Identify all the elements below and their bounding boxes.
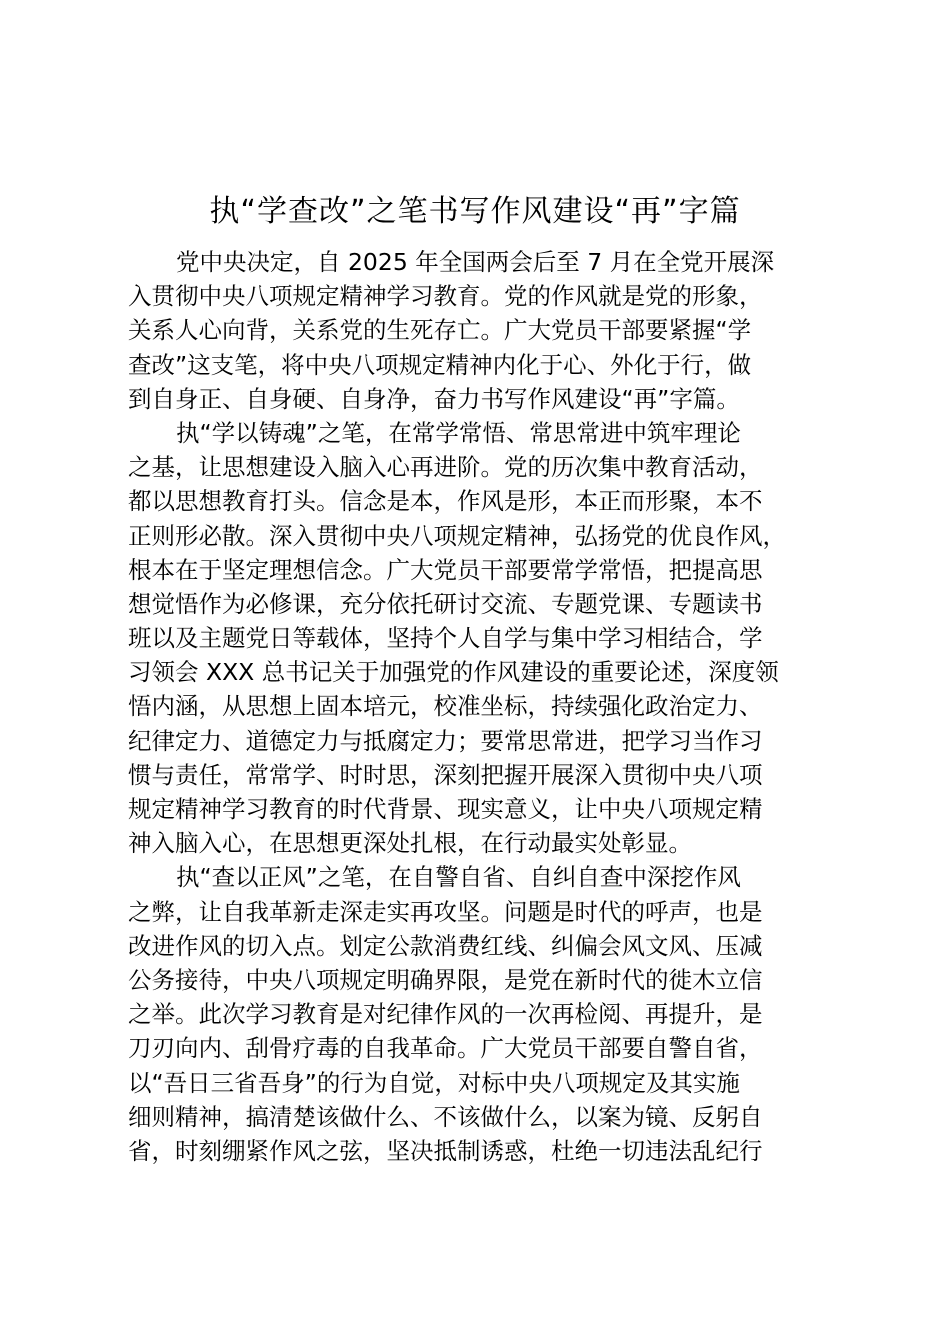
text-line: 以“吾日三省吾身”的行为自觉，对标中央八项规定及其实施 — [128, 1068, 740, 1097]
text-line: 惯与责任，常常学、时时思，深刻把握开展深入贯彻中央八项 — [128, 760, 763, 789]
text-line: 神入脑入心，在思想更深处扎根，在行动最实处彰显。 — [128, 829, 692, 858]
text-line: 习领会 XXX 总书记关于加强党的作风建设的重要论述，深度领 — [128, 658, 779, 687]
text-line: 公务接待，中央八项规定明确界限，是党在新时代的徙木立信 — [128, 965, 763, 994]
text-line: 党中央决定，自 2025 年全国两会后至 7 月在全党开展深 — [176, 248, 775, 276]
text-line: 正则形必散。深入贯彻中央八项规定精神，弘扬党的优良作风， — [128, 521, 786, 550]
text-line: 之弊，让自我革新走深走实再攻坚。问题是时代的呼声，也是 — [128, 897, 763, 926]
text-line: 之基，让思想建设入脑入心再进阶。党的历次集中教育活动， — [128, 453, 763, 482]
document-body — [128, 245, 833, 1168]
text-line: 纪律定力、道德定力与抵腐定力；要常思常进，把学习当作习 — [128, 726, 763, 755]
text-line: 刀刃向内、刮骨疗毒的自我革命。广大党员干部要自警自省， — [128, 1034, 763, 1063]
text-line: 入贯彻中央八项规定精神学习教育。党的作风就是党的形象， — [128, 282, 763, 311]
text-line: 改进作风的切入点。划定公款消费红线、纠偏会风文风、压减 — [128, 931, 763, 960]
text-line: 规定精神学习教育的时代背景、现实意义，让中央八项规定精 — [128, 795, 763, 823]
text-line: 都以思想教育打头。信念是本，作风是形，本正而形聚，本不 — [128, 487, 763, 516]
text-line: 之举。此次学习教育是对纪律作风的一次再检阅、再提升，是 — [128, 1000, 763, 1029]
text-line: 关系人心向背，关系党的生死存亡。广大党员干部要紧握“学 — [128, 316, 752, 345]
text-line: 省，时刻绷紧作风之弦，坚决抵制诱惑，杜绝一切违法乱纪行 — [128, 1136, 763, 1165]
text-line: 想觉悟作为必修课，充分依托研讨交流、专题党课、专题读书 — [128, 589, 763, 618]
text-line: 查改”这支笔，将中央八项规定精神内化于心、外化于行，做 — [128, 350, 752, 379]
text-line: 悟内涵，从思想上固本培元，校准坐标，持续强化政治定力、 — [128, 692, 763, 721]
text-line: 执“查以正风”之笔，在自警自省、自纠自查中深挖作风 — [176, 863, 741, 892]
document-title: 执“学查改”之笔书写作风建设“再”字篇 — [209, 194, 741, 229]
text-line: 细则精神，搞清楚该做什么、不该做什么，以案为镜、反躬自 — [128, 1102, 763, 1131]
text-line: 班以及主题党日等载体，坚持个人自学与集中学习相结合，学 — [128, 624, 763, 653]
text-line: 执“学以铸魂”之笔，在常学常悟、常思常进中筑牢理论 — [176, 418, 741, 447]
text-line: 到自身正、自身硬、自身净，奋力书写作风建设“再”字篇。 — [128, 384, 740, 413]
text-line: 根本在于坚定理想信念。广大党员干部要常学常悟，把提高思 — [128, 555, 763, 584]
